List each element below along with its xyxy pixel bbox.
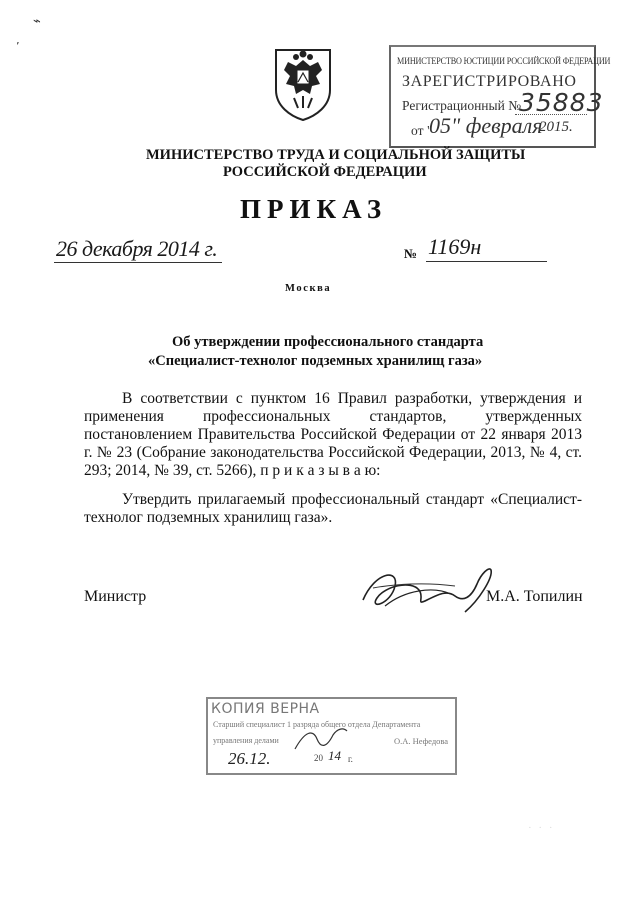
ministry-name-line1: МИНИСТЕРСТВО ТРУДА И СОЦИАЛЬНОЙ ЗАЩИТЫ <box>146 147 526 163</box>
copy-stamp-position: Старший специалист 1 разряда общего отдела Департамента <box>213 720 421 729</box>
stamp-year-suffix: 2015. <box>539 119 573 135</box>
subject-line1: Об утверждении профессионального стандарта <box>172 334 484 350</box>
body-paragraph-2: Утвердить прилагаемый профессиональный стандарт «Специалист-технолог подземных хранилищ газа». <box>84 491 582 526</box>
body-paragraph-1: В соответствии с пунктом 16 Правил разработки, утверждения и применения профессиональных стандартов, утвержденных постановлением Правительства Российской Федерации от 22 января 2013 г. № 23 (Собрание законодательства Российской Федерации, 2013, № 4, ст. 293; 2014, № 39, ст. 5266), п р и к а з ы в а ю: <box>84 390 582 479</box>
copy-stamp-year-suffix: г. <box>348 754 353 764</box>
copy-stamp-date: 26.12. <box>228 749 271 768</box>
order-title: ПРИКАЗ <box>240 194 388 224</box>
order-number-value: 1169н <box>428 234 482 259</box>
copy-stamp-name: О.А. Нефедова <box>394 736 449 746</box>
order-number-label: № <box>404 246 418 261</box>
copy-certification-stamp <box>206 697 457 775</box>
copy-stamp-department: управления делами <box>213 736 279 745</box>
signer-name: М.А. Топилин <box>486 588 583 605</box>
copy-stamp-title: КОПИЯ ВЕРНА <box>211 701 320 717</box>
copy-stamp-year-hand: 14 <box>328 748 341 763</box>
copy-stamp-signature <box>291 725 351 755</box>
copy-stamp-year-prefix: 20 <box>314 753 323 763</box>
registration-stamp <box>389 45 611 148</box>
stamp-date-value: 05" февраля <box>429 113 543 138</box>
stamp-number-value: 35883 <box>519 88 604 117</box>
stamp-number-label: Регистрационный № <box>402 98 522 113</box>
order-date: 26 декабря 2014 г. <box>56 236 218 261</box>
coat-of-arms-emblem <box>270 46 336 122</box>
handwritten-signature <box>355 560 495 622</box>
stamp-registered-label: ЗАРЕГИСТРИРОВАНО <box>402 73 577 90</box>
stamp-from-label: от " <box>411 123 433 138</box>
ministry-name-line2: РОССИЙСКОЙ ФЕДЕРАЦИИ <box>223 164 427 180</box>
city: Москва <box>285 283 332 294</box>
stamp-ministry-name: МИНИСТЕРСТВО ЮСТИЦИИ РОССИЙСКОЙ ФЕДЕРАЦИИ <box>397 57 611 67</box>
subject-line2: «Специалист-технолог подземных хранилищ газа» <box>148 353 483 369</box>
scan-mark: ⌁ <box>33 14 41 29</box>
scan-mark: ʼ <box>16 40 20 53</box>
faint-scan-artifact: · · · <box>528 822 555 834</box>
signer-title: Министр <box>84 588 147 605</box>
order-date-underline <box>54 262 222 263</box>
order-number-underline <box>426 261 547 262</box>
